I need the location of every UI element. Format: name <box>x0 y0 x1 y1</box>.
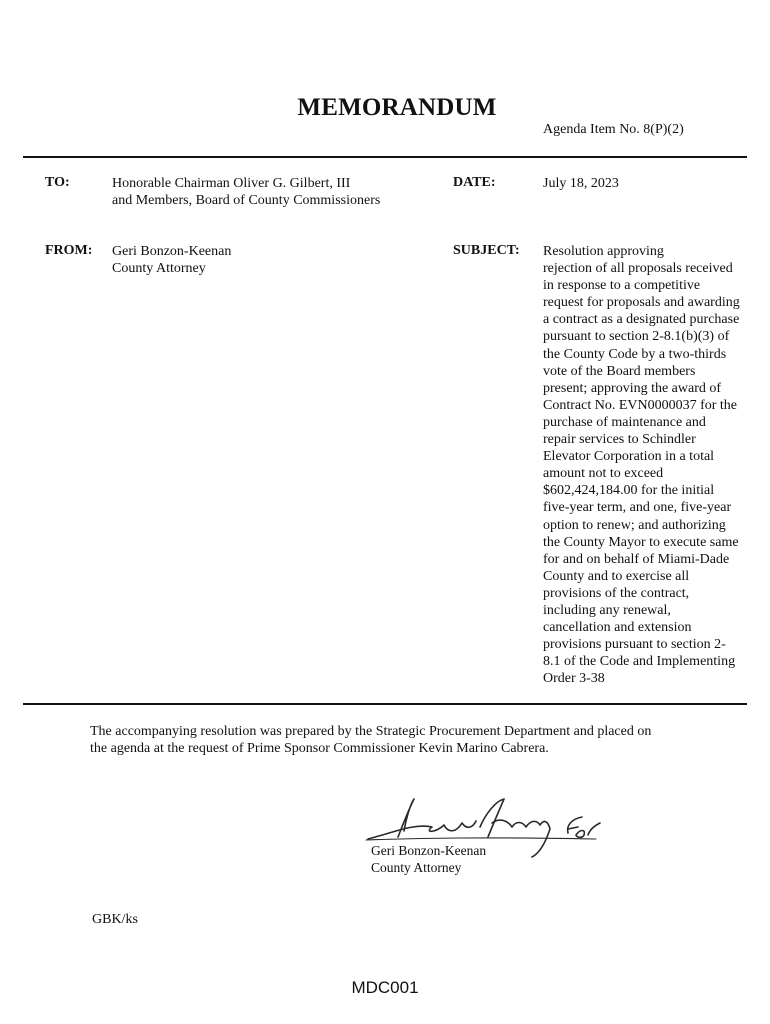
from-sender <box>112 243 412 277</box>
subject-line: vote of the Board members <box>543 363 696 379</box>
document-code: MDC001 <box>351 978 419 997</box>
subject-line: request for proposals and awarding <box>543 295 740 311</box>
subject-line: Contract No. EVN0000037 for the <box>543 397 738 413</box>
subject-line: Order 3-38 <box>543 671 605 687</box>
subject-line: pursuant to section 2-8.1(b)(3) of <box>543 329 730 345</box>
subject-line: Elevator Corporation in a total <box>543 449 715 465</box>
signature-title: County Attorney <box>371 860 462 875</box>
typist-initials: GBK/ks <box>92 912 138 927</box>
subject-line: present; approving the award of <box>543 380 722 396</box>
memo-body <box>90 723 710 757</box>
from-line: Geri Bonzon-Keenan <box>112 244 232 259</box>
subject-line: the County Mayor to execute same <box>543 534 739 550</box>
subject-label: SUBJECT: <box>453 243 520 258</box>
memo-title: MEMORANDUM <box>297 94 497 121</box>
to-line: Honorable Chairman Oliver G. Gilbert, III <box>112 176 351 191</box>
subject-line: purchase of maintenance and <box>543 414 706 430</box>
subject-line: amount not to exceed <box>543 466 664 482</box>
body-line: The accompanying resolution was prepared by the Strategic Procurement Department and placed on <box>90 724 652 739</box>
subject-line: a contract as a designated purchase <box>543 312 740 328</box>
body-divider <box>23 703 747 705</box>
to-recipient <box>112 175 432 209</box>
subject-line: option to renew; and authorizing <box>543 517 726 533</box>
subject-line: five-year term, and one, five-year <box>543 500 732 516</box>
from-line: County Attorney <box>112 261 206 276</box>
signature-name: Geri Bonzon-Keenan <box>371 843 487 858</box>
subject-line: including any renewal, <box>543 602 671 618</box>
body-line: the agenda at the request of Prime Sponsor Commissioner Kevin Marino Cabrera. <box>90 741 549 756</box>
subject-line: in response to a competitive <box>543 278 701 294</box>
subject-line: Resolution approving <box>543 244 664 259</box>
subject-line: the County Code by a two-thirds <box>543 346 727 362</box>
subject-line: $602,424,184.00 for the initial <box>543 483 715 499</box>
subject-line: provisions of the contract, <box>543 585 690 601</box>
to-line: and Members, Board of County Commissioners <box>112 193 381 208</box>
date-label: DATE: <box>453 175 496 190</box>
subject-text <box>543 243 753 687</box>
subject-line: County and to exercise all <box>543 568 690 584</box>
to-label: TO: <box>45 175 70 190</box>
subject-line: repair services to Schindler <box>543 432 696 448</box>
subject-line: for and on behalf of Miami-Dade <box>543 551 730 567</box>
subject-line: provisions pursuant to section 2- <box>543 637 726 653</box>
date-value: July 18, 2023 <box>543 176 619 191</box>
subject-line: rejection of all proposals received <box>543 261 733 277</box>
header-divider <box>23 156 747 158</box>
from-label: FROM: <box>45 243 93 258</box>
subject-line: 8.1 of the Code and Implementing <box>543 654 736 670</box>
agenda-item-number: Agenda Item No. 8(P)(2) <box>543 122 684 137</box>
signature-block <box>371 842 486 876</box>
subject-line: cancellation and extension <box>543 620 692 636</box>
